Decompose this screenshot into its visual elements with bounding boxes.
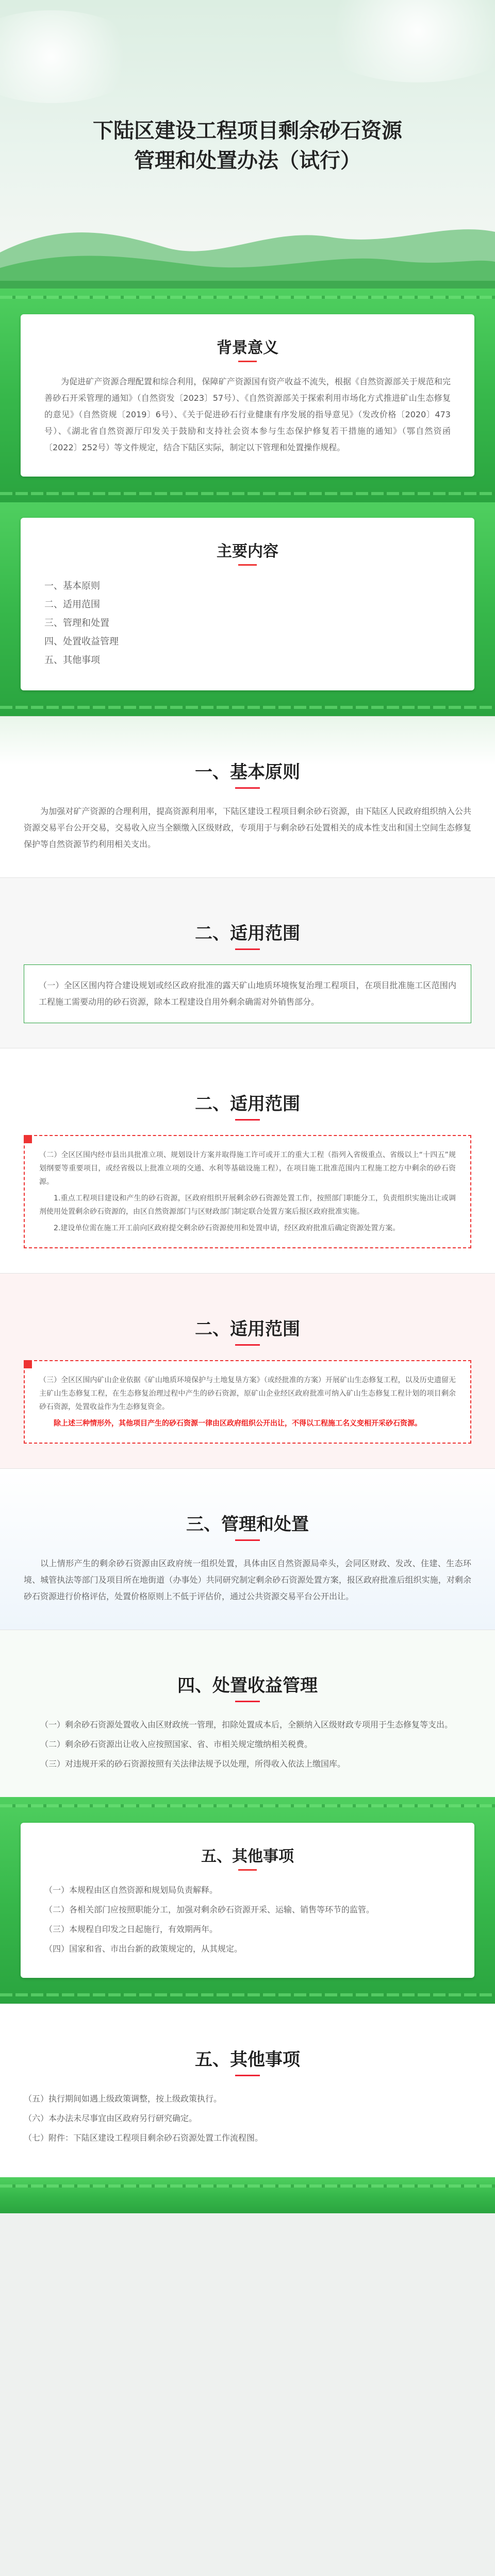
footer-band [0, 2177, 495, 2213]
title-rule [235, 1539, 260, 1541]
hills-illustration [0, 175, 495, 289]
other-card-1 [21, 1823, 474, 1978]
other-title: 五、其他事项 [195, 2049, 300, 2070]
other-title: 五、其他事项 [201, 1848, 294, 1866]
background-card [21, 314, 474, 477]
background-title: 背景意义 [217, 339, 278, 357]
band-stripe [0, 706, 495, 709]
band-stripe [0, 2184, 495, 2188]
title-line-1: 下陆区建设工程项目剩余砂石资源 [93, 118, 402, 143]
scope-title: 二、适用范围 [195, 1094, 300, 1114]
other-paragraph: （二）各相关部门应按照职能分工，加强对剩余砂石资源开采、运输、销售等环节的监管。 [44, 1905, 375, 1914]
management-title: 三、管理和处置 [186, 1514, 309, 1535]
principle-title: 一、基本原则 [195, 762, 300, 783]
main-content-band [0, 502, 495, 716]
page-title [0, 116, 495, 176]
scope-highlight: 除上述三种情形外，其他项目产生的砂石资源一律由区政府组织公开出让，不得以工程施工名义变相开采砂石资源。 [54, 1419, 422, 1428]
band-stripe [0, 492, 495, 495]
other-paragraph: （六）本办法未尽事宜由区政府另行研究确定。 [24, 2113, 197, 2123]
main-content-title: 主要内容 [217, 543, 278, 561]
scope-title: 二、适用范围 [195, 1319, 300, 1340]
title-rule [235, 787, 260, 789]
title-dash [238, 564, 257, 566]
management-section [0, 1468, 495, 1630]
toc-item[interactable]: 二、适用范围 [44, 599, 100, 610]
scope-box [24, 1360, 471, 1444]
other-paragraph: （七）附件：下陆区建设工程项目剩余砂石资源处置工作流程图。 [24, 2133, 263, 2143]
scope-paragraph: 1.重点工程项目建设和产生的砂石资源，区政府组织开展剩余砂石资源处置工作，按照部门职能分工，负责组织实施出让或调剂使用处置剩余砂石资源的，由区自然资源部门与区财政部门制定联合处置方案后报区政府批准实施。 [39, 1194, 456, 1216]
title-rule [235, 948, 260, 950]
other-band-1 [0, 1797, 495, 2004]
revenue-paragraph: （二）剩余砂石资源出让收入应按照国家、省、市相关规定缴纳相关税费。 [40, 1739, 313, 1749]
scope-box [24, 1135, 471, 1248]
scope-paragraph: 2.建设单位需在施工开工前向区政府提交剩余砂石资源使用和处置申请，经区政府批准后确定资源处置方案。 [54, 1224, 400, 1232]
other-paragraph: （一）本规程由区自然资源和规划局负责解释。 [44, 1885, 218, 1895]
band-stripe [0, 1993, 495, 1996]
title-rule [235, 1344, 260, 1346]
title-rule [235, 1701, 260, 1702]
toc-item[interactable]: 三、管理和处置 [44, 618, 109, 629]
main-content-card [21, 518, 474, 690]
management-text: 以上情形产生的剩余砂石资源由区政府统一组织处置，具体由区自然资源局牵头，会同区财政、发改、住建、生态环境、城管执法等部门及项目所在地街道（办事处）共同研究制定剩余砂石资源处置方案，报区政府批准后组织实施，对剩余砂石资源进行价格评估，处置价格原则上不低于评估价，通过公共资源交易平台公开出让。 [24, 1558, 471, 1601]
cloud-decoration [309, 0, 495, 82]
cloud-decoration [0, 10, 144, 103]
other-section-2 [0, 2004, 495, 2177]
title-rule [235, 2075, 260, 2076]
title-dash [238, 1869, 257, 1871]
revenue-paragraph: （一）剩余砂石资源处置收入由区财政统一管理，扣除处置成本后，全额纳入区级财政专项用于生态修复等支出。 [40, 1720, 453, 1730]
other-paragraph: （三）本规程自印发之日起施行，有效期两年。 [44, 1924, 218, 1934]
revenue-paragraph: （三）对违规开采的砂石资源按照有关法律法规予以处理，所得收入依法上缴国库。 [40, 1759, 346, 1769]
band-stripe [0, 1804, 495, 1807]
revenue-title: 四、处置收益管理 [177, 1675, 318, 1696]
scope-paragraph: （三）全区区围内矿山企业依据《矿山地质环境保护与土地复垦方案》（或经批准的方案）开展矿山生态修复工程，以及历史遗留无主矿山生态修复工程，在生态修复治理过程中产生的砂石资源，原矿山企业经区政府批准可纳入矿山生态修复工程计划的项目剩余砂石资源，处置收益作为生态修复资金。 [39, 1376, 456, 1411]
toc-item[interactable]: 五、其他事项 [44, 655, 100, 666]
principle-section [0, 716, 495, 877]
toc-item[interactable]: 四、处置收益管理 [44, 636, 119, 647]
corner-tag [24, 1135, 32, 1143]
background-text: 为促进矿产资源合理配置和综合利用，保障矿产资源国有资产收益不流失，根据《自然资源部关于规范和完善砂石开采管理的通知》（自然资发〔2023〕57号）、《自然资源部关于探索利用市场化方式推进矿山生态修复的意见》（自然资规〔2019〕6号）、《关于促进砂石行业健康有序发展的指导意见》（发改价格〔2020〕473号）、《湖北省自然资源厅印发关于鼓励和支持社会资本参与生态保护修复若干措施的通知》（鄂自然资函〔2022〕252号）等文件规定，结合下陆区实际，制定以下管理和处置操作规程。 [44, 377, 451, 452]
other-paragraph: （五）执行期间如遇上级政策调整，按上级政策执行。 [24, 2094, 222, 2104]
scope-section-2 [0, 1048, 495, 1273]
scope-section-1 [0, 877, 495, 1048]
principle-text: 为加强对矿产资源的合理利用，提高资源利用率，下陆区建设工程项目剩余砂石资源，由下陆区人民政府组织纳入公共资源交易平台公开交易，交易收入应当全额缴入区级财政，专项用于与剩余砂石处置相关的成本性支出和国土空间生态修复保护等自然资源节约利用相关支出。 [24, 806, 471, 849]
corner-tag [24, 1360, 32, 1368]
scope-box [24, 964, 471, 1023]
revenue-section [0, 1630, 495, 1797]
title-line-2: 管理和处置办法（试行） [134, 148, 361, 173]
background-band [0, 289, 495, 502]
other-paragraph: （四）国家和省、市出台新的政策规定的，从其规定。 [44, 1944, 243, 1954]
band-stripe [0, 296, 495, 299]
scope-text: （一）全区区围内符合建设规划或经区政府批准的露天矿山地质环境恢复治理工程项目，在项目批准施工区范围内工程施工需要动用的砂石资源，除本工程建设自用外剩余确需对外销售部分。 [39, 980, 456, 1007]
scope-paragraph: （二）全区区围内经市县出具批准立项、规划设计方案并取得施工许可或开工的重大工程（指列入省级重点、省级以上“十四五”规划纲要等重要项目，或经省级以上批准立项的交通、水利等基础设施工程），在项目施工批准范围内工程施工挖方中剩余的砂石资源。 [39, 1151, 456, 1186]
title-dash [238, 361, 257, 362]
title-rule [235, 1119, 260, 1121]
scope-title: 二、适用范围 [195, 923, 300, 944]
toc-item[interactable]: 一、基本原则 [44, 581, 100, 591]
scope-section-3 [0, 1273, 495, 1468]
hero-banner [0, 0, 495, 289]
